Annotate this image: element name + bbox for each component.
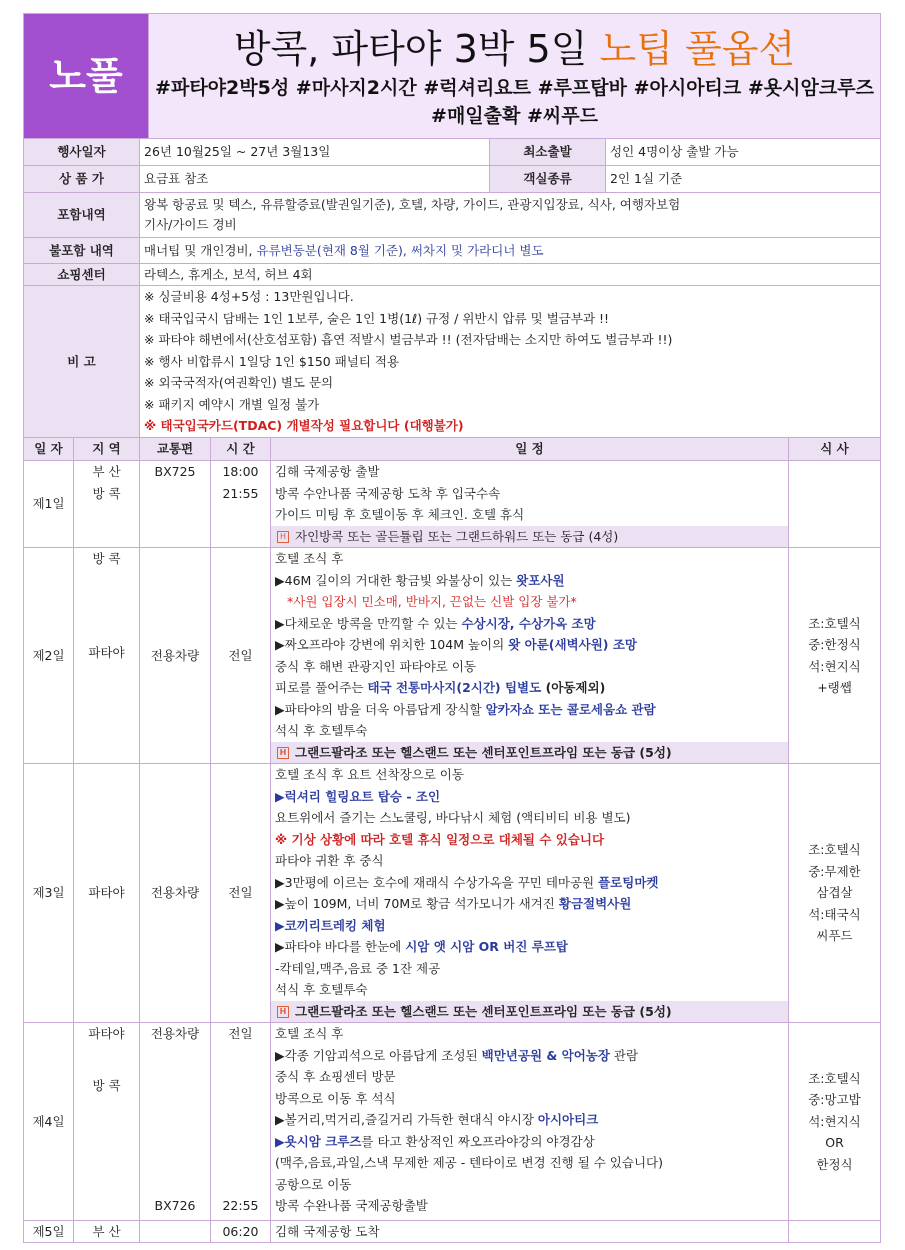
incl-line-2: 기사/가이드 경비: [144, 217, 237, 232]
room-label: 객실종류: [490, 166, 606, 193]
day1-time: [211, 461, 271, 548]
sched-line: [275, 677, 784, 699]
sched-line: 호텔 조식 후: [275, 1026, 344, 1041]
meal-item: 삼겹살: [816, 885, 853, 901]
day5-schedule: 김해 국제공항 도착: [271, 1221, 789, 1243]
meal-item: 석:현지식: [808, 1113, 861, 1129]
meal-item: 중:무제한: [808, 863, 861, 879]
title-main: 방콕, 파타야 3박 5일: [233, 27, 588, 71]
meal-item: 석:태국식: [808, 906, 861, 922]
sched-line: 중식 후 해변 관광지인 파타야로 이동: [275, 658, 476, 674]
loc-item: 방 콕: [92, 1077, 121, 1093]
sched-line: 방콕으로 이동 후 석식: [275, 1090, 396, 1106]
header-table: [23, 13, 881, 139]
itinerary-sheet: [23, 13, 881, 1243]
transport-item: 전용차량: [150, 1026, 200, 1041]
meal-item: 중:한정식: [808, 637, 861, 652]
day2-loc: [74, 548, 140, 764]
day4-loc: [74, 1023, 140, 1221]
day5-transport: [140, 1221, 211, 1243]
col-transport: 교통편: [140, 438, 211, 461]
loc-item: 파타야: [88, 644, 125, 660]
day3-row: [24, 764, 881, 1023]
sched-line: 요트위에서 즐기는 스노쿨링, 바다낚시 체험 (액티비티 비용 별도): [275, 810, 631, 825]
sched-text: 피로를 풀어주는: [275, 680, 368, 695]
sched-line: [275, 570, 784, 592]
hotel-icon: H: [277, 747, 289, 759]
day1-schedule: [271, 461, 789, 548]
sched-text: ▶짜오프라야 강변에 위치한 104M 높이의: [275, 637, 509, 652]
col-time: 시 간: [211, 438, 271, 461]
day2-row: [24, 548, 881, 764]
day4-schedule: [271, 1023, 789, 1221]
day1-meal: [789, 461, 881, 548]
sched-highlight: ▶코끼리트레킹 체험: [275, 917, 386, 933]
sched-line: [275, 613, 784, 635]
meal-item: 한정식: [816, 1156, 853, 1172]
hotel-text: 그랜드팔라조 또는 헬스랜드 또는 센터포인트프라임 또는 동급 (5성): [295, 744, 672, 760]
day5-loc: 부 산: [74, 1221, 140, 1243]
meal-item: 조:호텔식: [808, 615, 861, 631]
sched-line: (맥주,음료,과일,스낵 무제한 제공 - 텐타이로 변경 진행 될 수 있습니다): [275, 1155, 663, 1170]
note-item: ※ 패키지 예약시 개별 일정 불가: [144, 396, 320, 412]
day4-transport: [140, 1023, 211, 1221]
sched-line: [275, 634, 784, 656]
sched-highlight: 백만년공원 & 악어농장: [481, 1047, 610, 1063]
sched-text: ▶파타야의 밤을 더욱 아름답게 장식할: [275, 701, 486, 717]
sched-line: 석식 후 호텔투숙: [275, 982, 368, 997]
day4-label: 제4일: [24, 1023, 74, 1221]
note-item: ※ 외국국적자(여권확인) 별도 문의: [144, 375, 334, 391]
day3-meal: [789, 764, 881, 1023]
sched-highlight: 황금절벽사원: [558, 896, 632, 911]
excl-label: 불포함 내역: [24, 238, 140, 264]
brand-logo: 노풀: [24, 14, 149, 139]
day2-time: 전일: [211, 548, 271, 764]
sched-line: [275, 936, 784, 958]
note-item: ※ 태국입국시 담배는 1인 1보루, 술은 1인 1병(1ℓ) 규정 / 위반시 압류 및 벌금부과 !!: [144, 310, 610, 326]
sched-highlight: ▶럭셔리 힐링요트 탑승 - 조인: [275, 788, 441, 804]
col-schedule: 일 정: [271, 438, 789, 461]
day3-schedule: [271, 764, 789, 1023]
note-item: ※ 파타야 해변에서(산호섬포함) 흡연 적발시 벌금부과 !! (전자담배는 소지만 하여도 벌금부과 !!): [144, 332, 673, 348]
col-day: 일 자: [24, 438, 74, 461]
meal-item: 중:망고밥: [808, 1092, 861, 1108]
time-item: 22:55: [222, 1197, 259, 1213]
day1-hotel: [271, 526, 788, 548]
page-title: [149, 24, 880, 74]
room-value: 2인 1실 기준: [606, 166, 881, 193]
day5-row: [24, 1221, 881, 1243]
schedule-table: [23, 437, 881, 1243]
sched-text: ▶파타야 바다를 한눈에: [275, 939, 406, 954]
sched-highlight: 수상시장, 수상가옥 조망: [461, 615, 596, 631]
sched-warning: *사원 입장시 민소매, 반바지, 끈없는 신발 입장 불가*: [287, 594, 577, 609]
day1-label: 제1일: [24, 461, 74, 548]
price-value: 요금표 참조: [140, 166, 490, 193]
sched-line: -칵테일,맥주,음료 중 1잔 제공: [275, 960, 441, 976]
sched-highlight: 시암 앳 시암 OR 버진 루프탑: [405, 939, 568, 954]
excl-part-2: 유류변동분(현재 8월 기준), 써차지 및 가라디너 별도: [256, 242, 544, 258]
period-value: 26년 10월25일 ~ 27년 3월13일: [140, 139, 490, 166]
day3-label: 제3일: [24, 764, 74, 1023]
sched-highlight: 태국 전통마사지(2시간) 팁별도: [367, 680, 542, 695]
day5-meal: [789, 1221, 881, 1243]
day5-label: 제5일: [24, 1221, 74, 1243]
day1-loc: [74, 461, 140, 548]
day1-row: [24, 461, 881, 548]
day4-time: [211, 1023, 271, 1221]
sched-highlight: 왓포사원: [516, 572, 565, 588]
day1-transport: BX725: [140, 461, 211, 548]
sched-highlight: 왓 아룬(새벽사원) 조망: [508, 637, 637, 652]
note-tdac: ※ 태국입국카드(TDAC) 개별작성 필요합니다 (대행불가): [144, 418, 464, 434]
sched-line: 가이드 미팅 후 호텔이동 후 체크인. 호텔 휴식: [275, 507, 525, 522]
sched-text: ▶볼거리,먹거리,즐길거리 가득한 현대식 야시장: [275, 1112, 538, 1127]
sched-text: (아동제외): [541, 680, 606, 695]
sched-highlight: 아시아티크: [537, 1112, 599, 1127]
min-label: 최소출발: [490, 139, 606, 166]
day4-row: [24, 1023, 881, 1221]
sched-text: 관람: [609, 1047, 639, 1063]
transport-item: BX726: [154, 1197, 196, 1213]
time-item: 21:55: [222, 485, 259, 501]
info-table: [23, 138, 881, 438]
meal-item: 석:현지식: [808, 658, 861, 674]
incl-label: 포함내역: [24, 193, 140, 238]
day2-transport: 전용차량: [140, 548, 211, 764]
sched-text: ▶3만평에 이르는 호수에 재래식 수상가옥을 꾸민 테마공원: [275, 874, 599, 890]
day2-hotel: [271, 742, 788, 764]
hotel-icon: H: [277, 531, 289, 543]
meal-item: OR: [825, 1135, 844, 1151]
sched-line: [275, 1045, 784, 1067]
day3-loc: 파타야: [74, 764, 140, 1023]
notes-label: 비 고: [24, 286, 140, 438]
meal-item: 씨푸드: [816, 928, 853, 944]
sched-line: [275, 1109, 784, 1131]
hotel-text: 자인방콕 또는 골든튤립 또는 그랜드하워드 또는 동급 (4성): [295, 528, 619, 544]
sched-text: ▶46M 길이의 거대한 황금빛 와불상이 있는: [275, 572, 517, 588]
incl-line-1: 왕복 항공료 및 텍스, 유류할증료(발권일기준), 호텔, 차량, 가이드, 관광지입장료, 식사, 여행자보험: [144, 197, 681, 212]
day3-hotel: [271, 1001, 788, 1023]
note-item: ※ 싱글비용 4성+5성 : 13만원입니다.: [144, 289, 354, 305]
loc-item: 파타야: [88, 1026, 125, 1041]
time-item: 18:00: [222, 464, 259, 479]
sched-line: 공항으로 이동: [275, 1176, 352, 1192]
sched-line: 호텔 조식 후 요트 선착장으로 이동: [275, 767, 464, 782]
sched-line: 석식 후 호텔투숙: [275, 723, 368, 738]
shop-label: 쇼핑센터: [24, 264, 140, 286]
sched-line: [275, 872, 784, 894]
col-meal: 식 사: [789, 438, 881, 461]
loc-item: 방 콕: [92, 551, 121, 566]
day2-schedule: [271, 548, 789, 764]
day2-meal: [789, 548, 881, 764]
loc-item: 부 산: [92, 464, 121, 479]
tags-line-1: #파타야2박5성 #마사지2시간 #럭셔리요트 #루프탑바 #아시아티크 #욧시암크루즈: [155, 77, 874, 99]
tags-line-2: #매일출확 #씨푸드: [431, 105, 598, 127]
price-label: 상 품 가: [24, 166, 140, 193]
period-label: 행사일자: [24, 139, 140, 166]
time-item: 전일: [228, 1026, 253, 1041]
sched-line: 중식 후 쇼핑센터 방문: [275, 1069, 396, 1084]
sched-line: 방콕 수완나품 국제공항출발: [275, 1198, 428, 1213]
title-block: [149, 14, 881, 139]
sched-line: 방콕 수안나품 국제공항 도착 후 입국수속: [275, 485, 501, 501]
sched-highlight: 플로팅마켓: [598, 874, 659, 890]
sched-line: [275, 893, 784, 915]
meal-item: 조:호텔식: [808, 842, 861, 858]
sched-highlight: 알카자쇼 또는 콜로세움쇼 관람: [485, 701, 656, 717]
incl-value: [140, 193, 881, 238]
excl-part-1: 매너팁 및 개인경비,: [144, 242, 257, 258]
notes-block: [140, 286, 881, 438]
shop-value: 라텍스, 휴게소, 보석, 허브 4회: [140, 264, 881, 286]
hotel-text: 그랜드팔라조 또는 헬스랜드 또는 센터포인트프라임 또는 동급 (5성): [295, 1003, 672, 1019]
sched-text: ▶다채로운 방콕을 만끽할 수 있는: [275, 615, 462, 631]
sched-line: [275, 1131, 784, 1153]
sched-warning: ※ 기상 상황에 따라 호텔 휴식 일정으로 대체될 수 있습니다: [275, 831, 605, 847]
col-loc: 지 역: [74, 438, 140, 461]
loc-item: 방 콕: [92, 485, 121, 501]
sched-highlight: ▶욧시암 크루즈: [275, 1133, 362, 1149]
sched-line: [275, 699, 784, 721]
day4-meal: [789, 1023, 881, 1221]
day2-label: 제2일: [24, 548, 74, 764]
sched-text: ▶각종 기암괴석으로 아름답게 조성된: [275, 1047, 482, 1063]
min-value: 성인 4명이상 출발 가능: [606, 139, 881, 166]
title-accent: 노팁 풀옵션: [599, 27, 796, 71]
note-item: ※ 행사 비합류시 1일당 1인 $150 패널티 적용: [144, 353, 400, 369]
day3-time: 전일: [211, 764, 271, 1023]
day5-time: 06:20: [211, 1221, 271, 1243]
sched-line: 파타야 귀환 후 중식: [275, 853, 384, 868]
sched-line: 김해 국제공항 출발: [275, 464, 380, 479]
sched-text: ▶높이 109M, 너비 70M로 황금 석가모니가 새겨진: [275, 896, 559, 911]
meal-item: +랭쌥: [817, 680, 852, 695]
sched-line: 호텔 조식 후: [275, 551, 344, 566]
sched-text: 를 타고 환상적인 짜오프라야강의 야경감상: [361, 1133, 595, 1149]
meal-item: 조:호텔식: [808, 1070, 861, 1086]
excl-value: [140, 238, 881, 264]
hotel-icon: H: [277, 1006, 289, 1018]
day3-transport: 전용차량: [140, 764, 211, 1023]
